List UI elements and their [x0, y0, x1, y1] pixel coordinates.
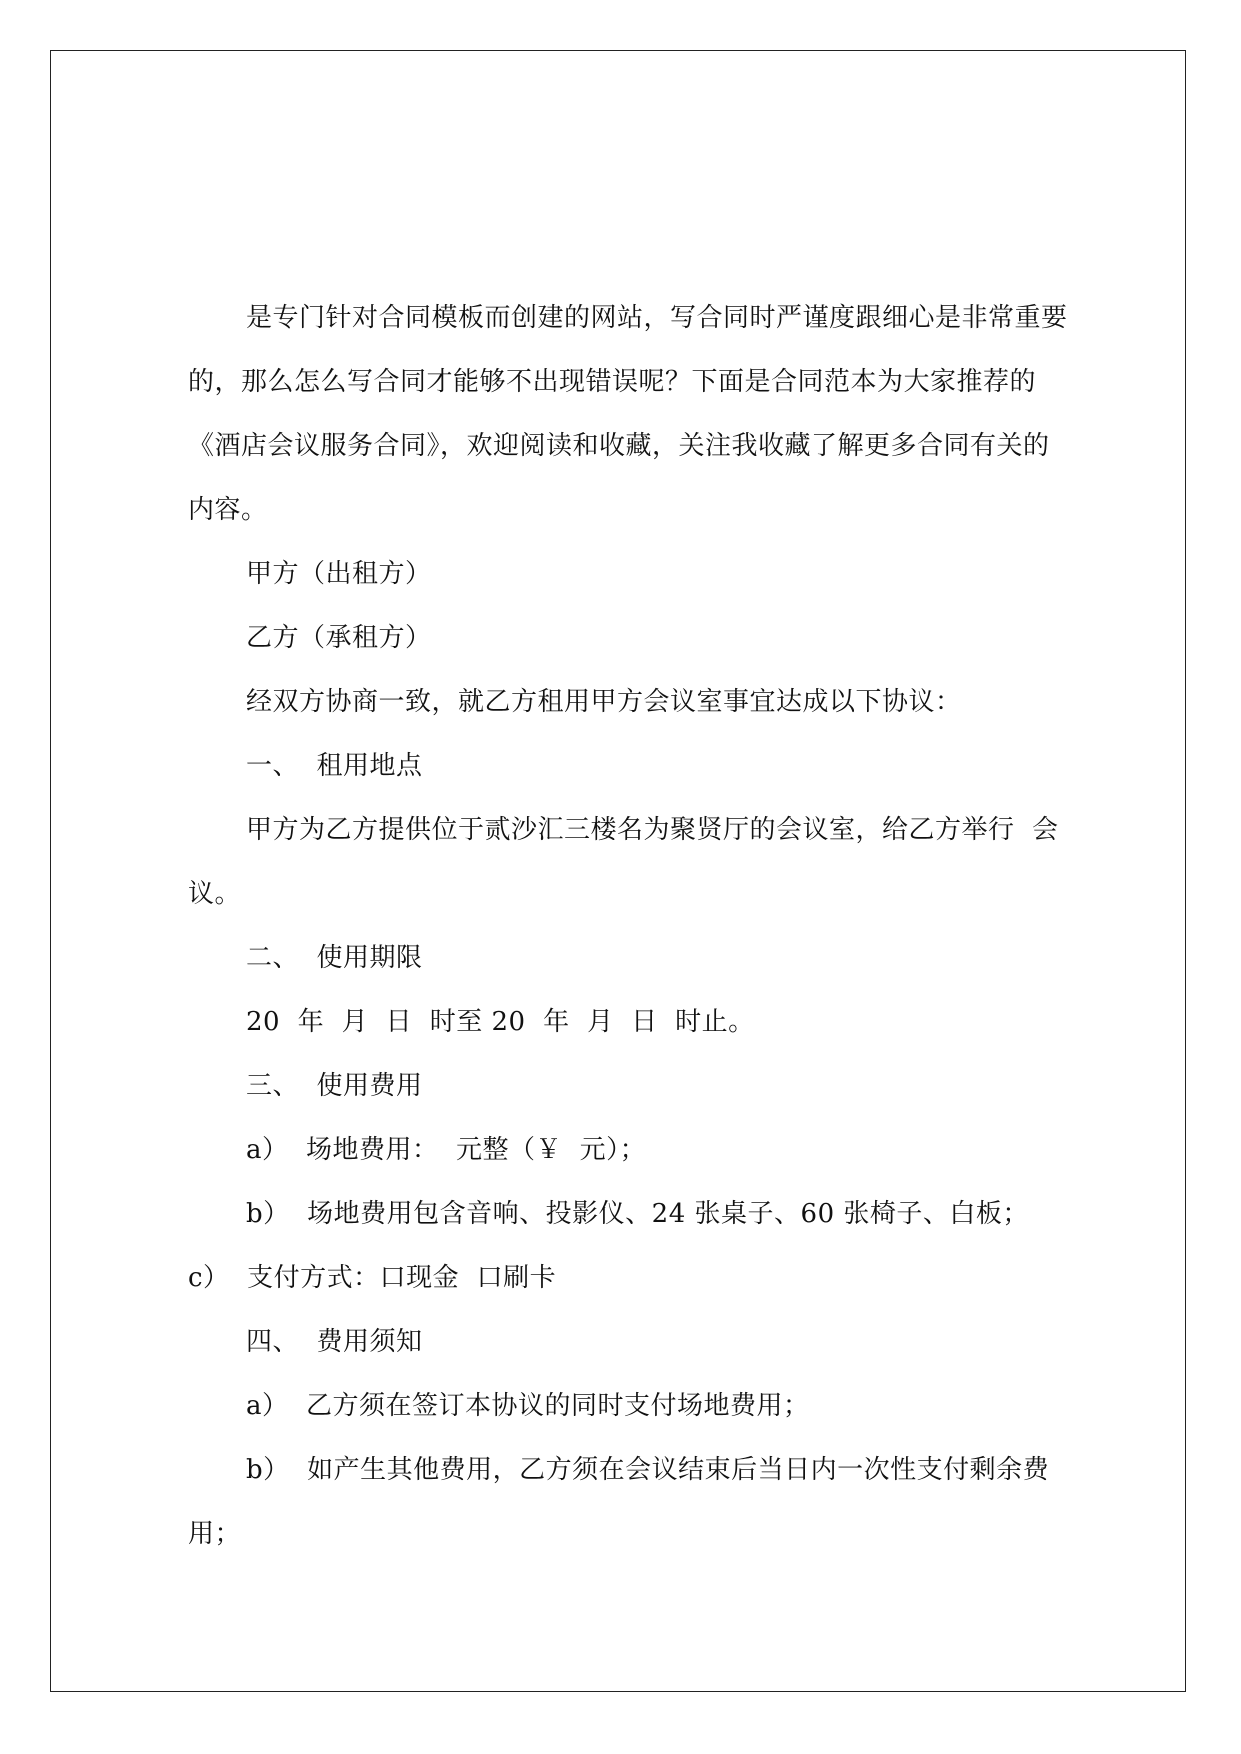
agreement-intro: 经双方协商一致，就乙方租用甲方会议室事宜达成以下协议：: [246, 687, 962, 717]
party-b: 乙方（承租方）: [246, 623, 432, 653]
section-heading-2: 二、 使用期限: [246, 943, 423, 973]
section-heading-1: 一、 租用地点: [246, 751, 423, 781]
section-heading-3: 三、 使用费用: [246, 1071, 423, 1101]
intro-paragraph: 是专门针对合同模板而创建的网站，写合同时严谨度跟细心是非常重要的，那么怎么写合同才能够不出现错误呢？下面是合同范本为大家推荐的《酒店会议服务合同》，欢迎阅读和收藏，关注我收藏了解更多合同有关的内容。: [188, 303, 1068, 525]
section-4-item-b: b） 如产生其他费用，乙方须在会议结束后当日内一次性支付剩余费用；: [188, 1455, 1050, 1549]
section-3-item-b: b） 场地费用包含音响、投影仪、24 张桌子、60 张椅子、白板；: [246, 1199, 1029, 1229]
section-2-text: 20 年 月 日 时至 20 年 月 日 时止。: [246, 1007, 755, 1037]
section-heading-4: 四、 费用须知: [246, 1327, 423, 1357]
section-4-item-a: a） 乙方须在签订本协议的同时支付场地费用；: [246, 1391, 810, 1421]
party-a: 甲方（出租方）: [246, 559, 432, 589]
section-3-item-c: c） 支付方式：口现金 口刷卡: [188, 1263, 557, 1293]
section-3-item-a: a） 场地费用： 元整（￥ 元）；: [246, 1135, 647, 1165]
section-1-text: 甲方为乙方提供位于贰沙汇三楼名为聚贤厅的会议室，给乙方举行 会议。: [188, 815, 1059, 909]
document-body: [188, 286, 1068, 1566]
